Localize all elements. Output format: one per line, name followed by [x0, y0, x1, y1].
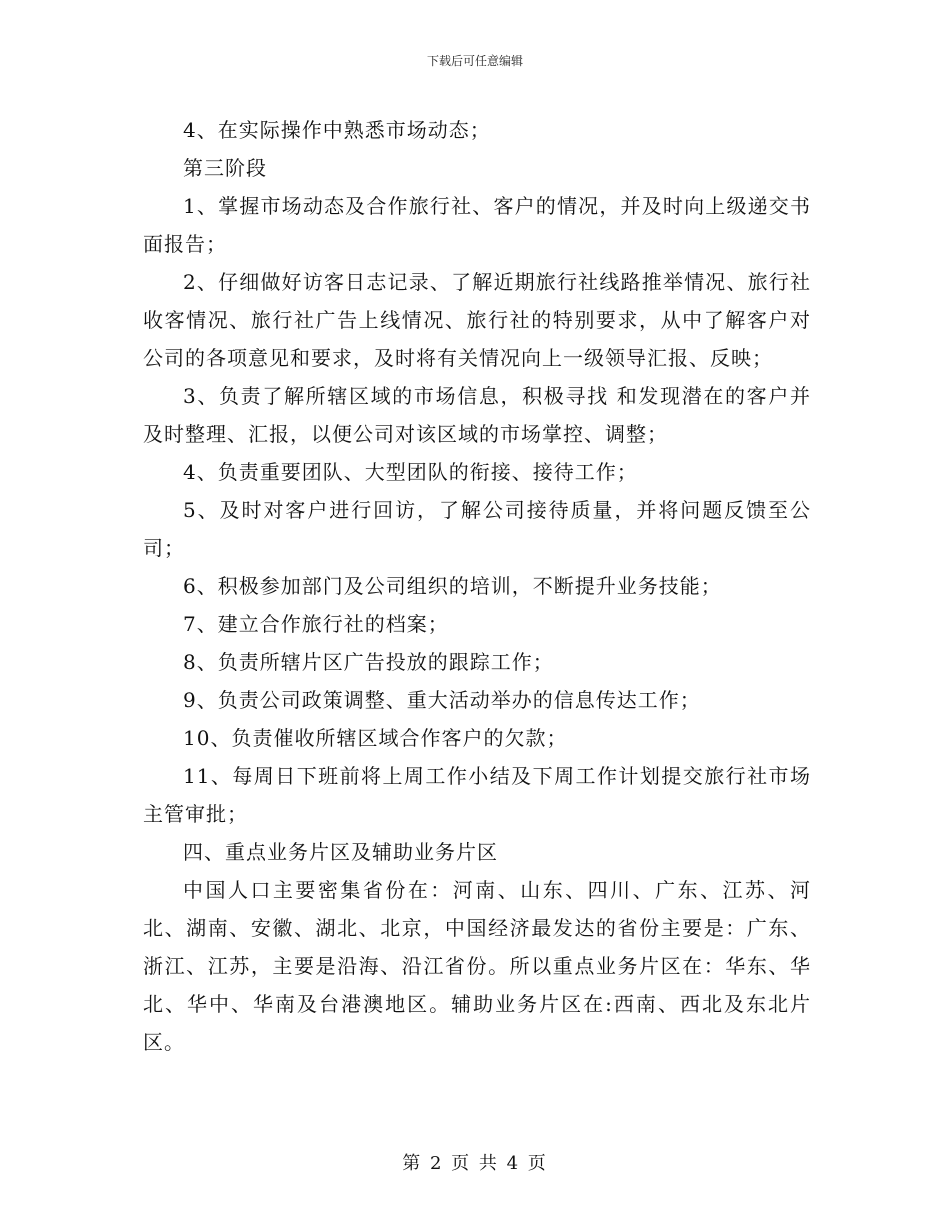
- paragraph: 4、负责重要团队、大型团队的衔接、接待工作；: [183, 460, 638, 484]
- paragraph: 9、负责公司政策调整、重大活动举办的信息传达工作；: [183, 688, 701, 712]
- paragraph: 10、负责催收所辖区域合作客户的欠款；: [183, 726, 568, 750]
- paragraph: 11、每周日下班前将上周工作小结及下周工作计划提交旅行社市场主管审批；: [143, 764, 811, 826]
- paragraph: 1、掌握市场动态及合作旅行社、客户的情况，并及时向上级递交书面报告；: [143, 194, 811, 256]
- paragraph: 中国人口主要密集省份在：河南、山东、四川、广东、江苏、河北、湖南、安徽、湖北、北京，中国经济最发达的省份主要是：广东、浙江、江苏，主要是沿海、沿江省份。所以重点业务片区在：华东、华北、华中、华南及台港澳地区。辅助业务片区在:西南、西北及东北片区。: [143, 878, 811, 1054]
- section-heading: 四、重点业务片区及辅助业务片区: [183, 840, 498, 864]
- paragraph: 5、及时对客户进行回访，了解公司接待质量，并将问题反馈至公司；: [143, 498, 811, 560]
- paragraph: 8、负责所辖片区广告投放的跟踪工作；: [183, 650, 554, 674]
- paragraph: 7、建立合作旅行社的档案；: [183, 612, 449, 636]
- paragraph: 2、仔细做好访客日志记录、了解近期旅行社线路推举情况、旅行社收客情况、旅行社广告上线情况、旅行社的特别要求，从中了解客户对公司的各项意见和要求，及时将有关情况向上一级领导汇报、反映；: [143, 270, 811, 370]
- paragraph: 6、积极参加部门及公司组织的培训，不断提升业务技能；: [183, 574, 722, 598]
- page-number: 第 2 页 共 4 页: [402, 1153, 548, 1174]
- section-heading: 第三阶段: [183, 156, 267, 180]
- paragraph: 4、在实际操作中熟悉市场动态；: [183, 118, 491, 142]
- header-note: 下载后可任意编辑: [426, 54, 523, 68]
- paragraph: 3、负责了解所辖区域的市场信息，积极寻找 和发现潜在的客户并及时整理、汇报，以便公司对该区域的市场掌控、调整；: [143, 384, 811, 446]
- document-body: [143, 111, 811, 1061]
